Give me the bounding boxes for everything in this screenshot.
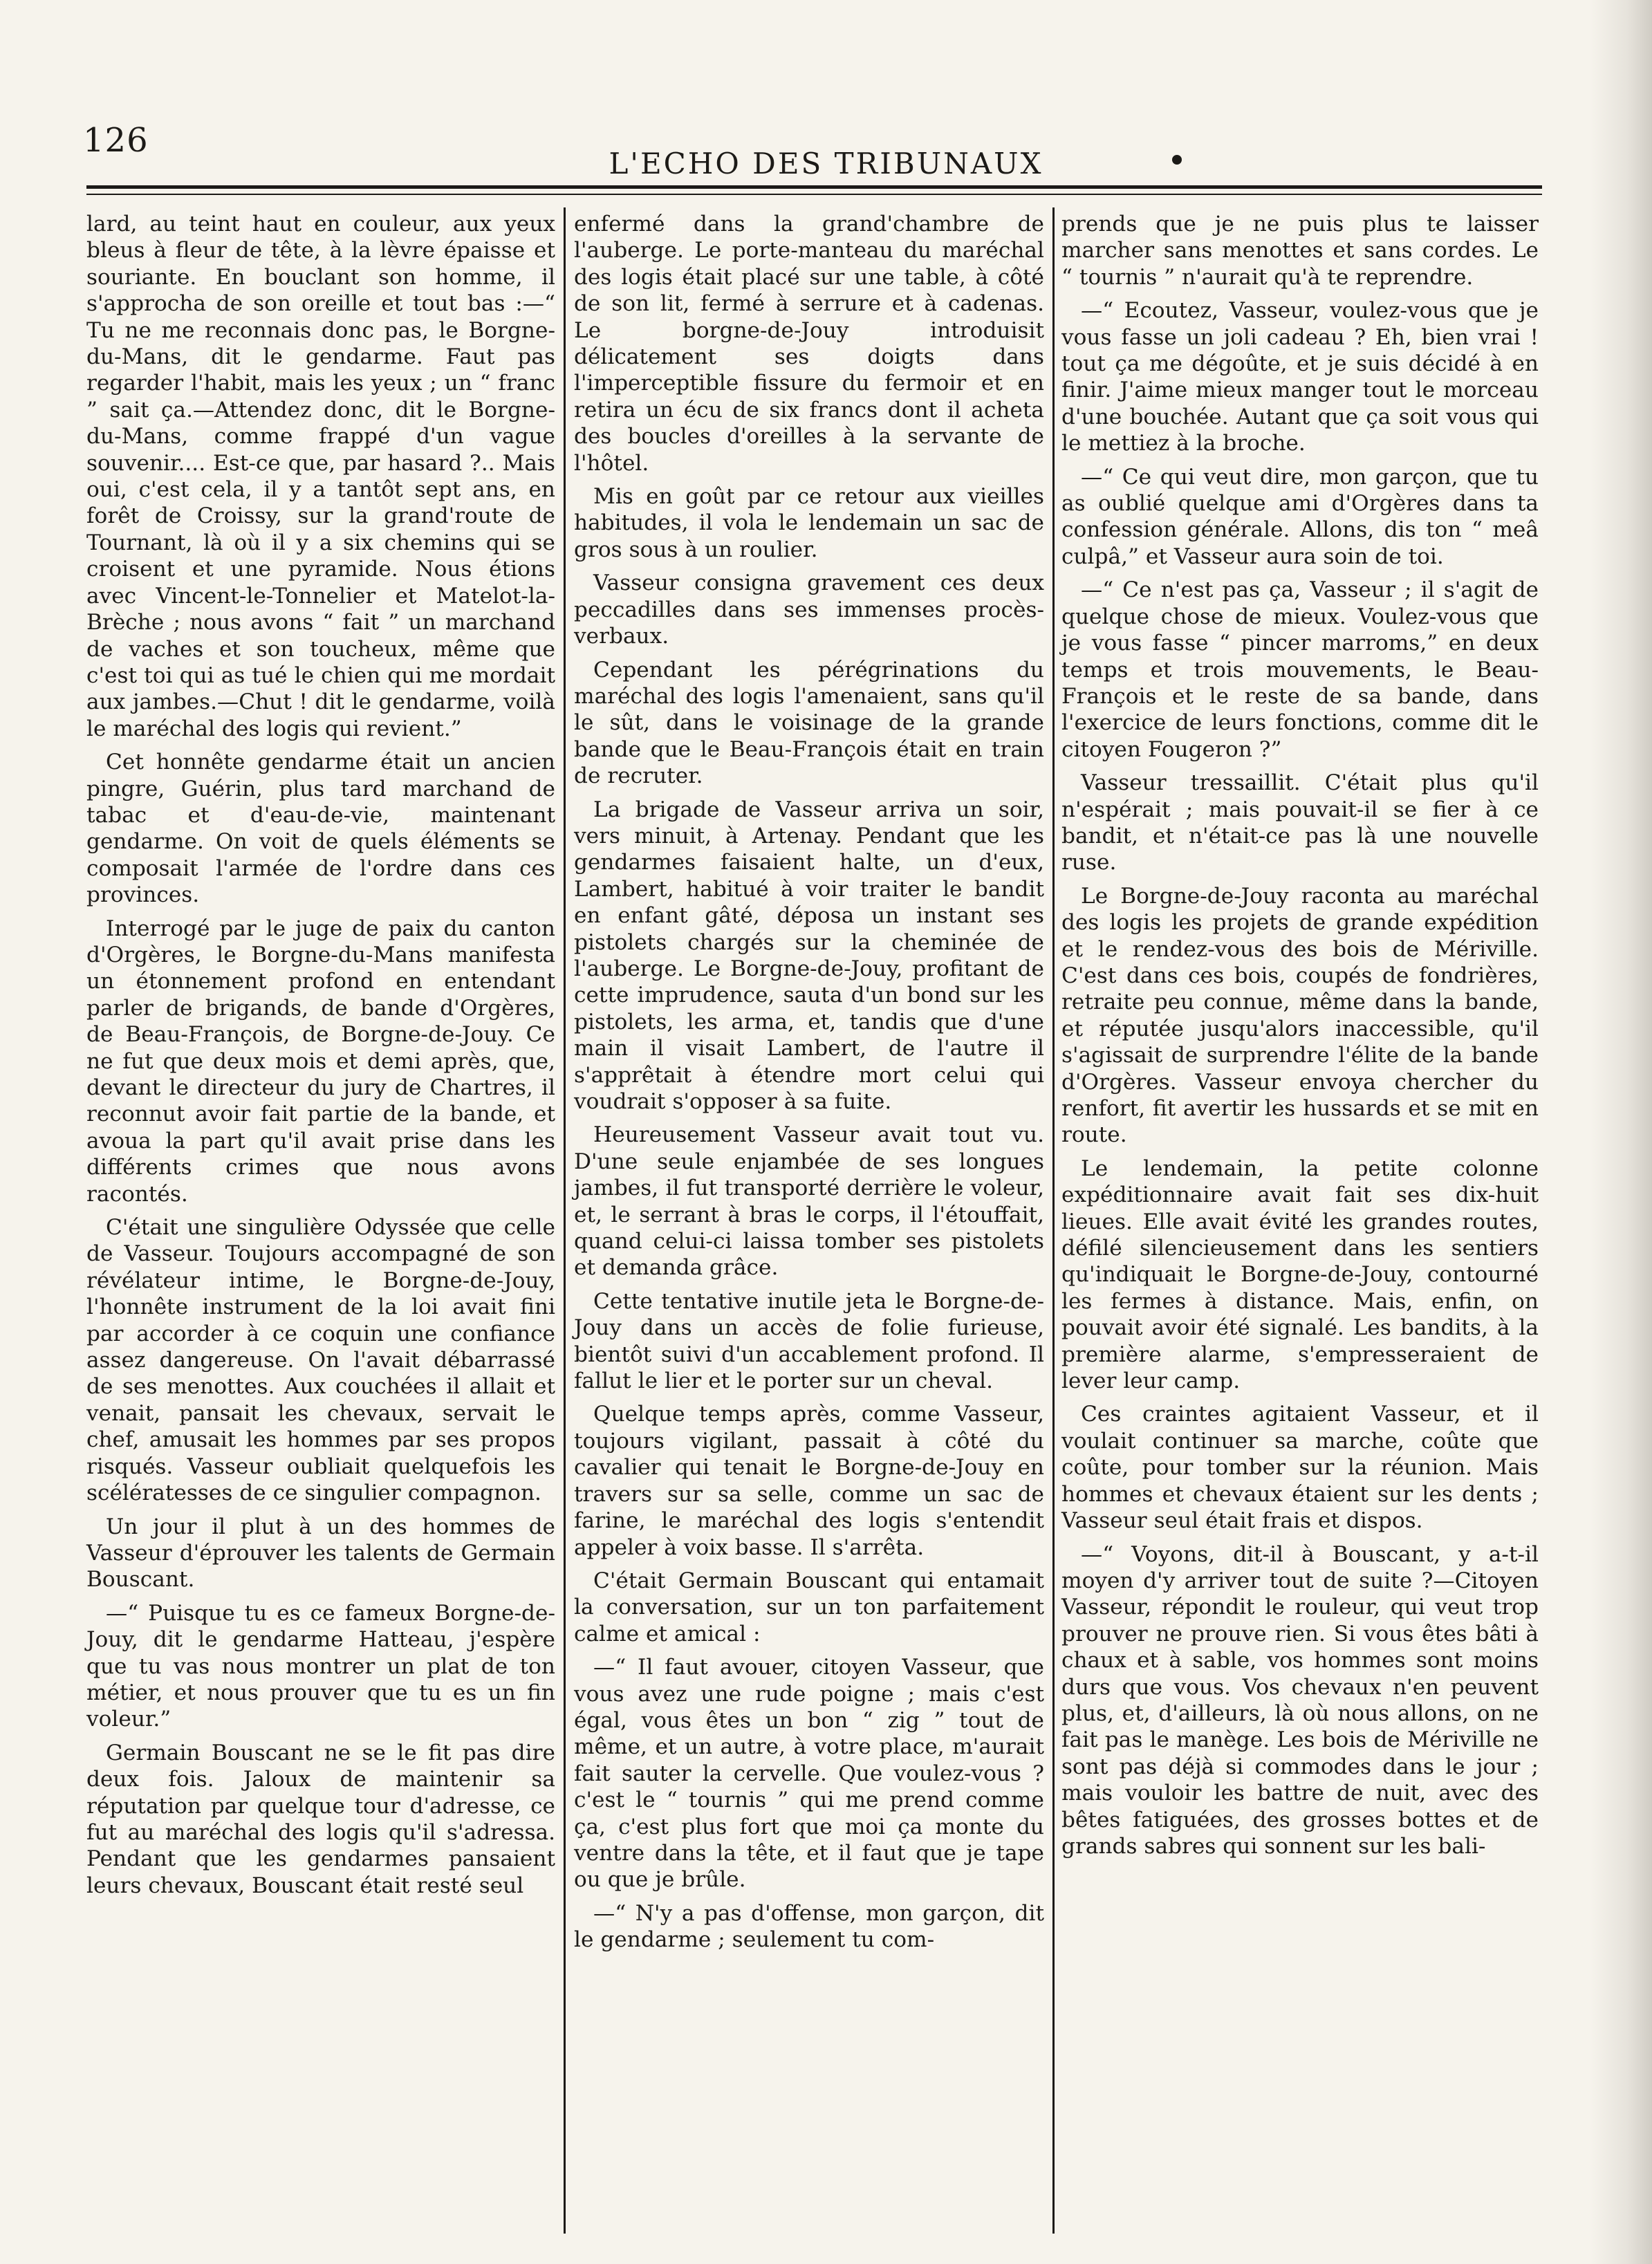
paragraph: Ces craintes agitaient Vasseur, et il voulait continuer sa marche, coûte que coûte, pour tomber sur la réunion. Mais hommes et chevaux étaient sur les dents ; Vasseur seul était frais et dispos. bbox=[1061, 1402, 1539, 1534]
paragraph: Cette tentative inutile jeta le Borgne-de-Jouy dans un accès de folie furieuse, bientôt suivi d'un accablement profond. Il fallut le lier et le porter sur un cheval. bbox=[574, 1288, 1044, 1394]
paragraph: Vasseur consigna gravement ces deux peccadilles dans ses immenses procès-verbaux. bbox=[574, 570, 1044, 649]
paragraph: Vasseur tressaillit. C'était plus qu'il n'espérait ; mais pouvait-il se fier à ce bandit, et n'était-ce pas là une nouvelle ruse. bbox=[1061, 770, 1539, 875]
paragraph: Heureusement Vasseur avait tout vu. D'une seule enjambée de ses longues jambes, il fut transporté derrière le voleur, et, le serrant à bras le corps, il l'étouffait, quand celui-ci laissa tomber ses pistolets et demanda grâce. bbox=[574, 1122, 1044, 1281]
paragraph: Le Borgne-de-Jouy raconta au maréchal des logis les projets de grande expédition et le rendez-vous des bois de Mériville. C'est dans ces bois, coupés de fondrières, retraite peu connue, même dans la bande, et réputée jusqu'alors inaccessible, qu'il s'agissait de surprendre l'élite de la bande d'Orgères. Vasseur envoya chercher du renfort, fit avertir les hussards et se mit en route. bbox=[1061, 883, 1539, 1148]
header-rule-thin bbox=[86, 194, 1542, 195]
paragraph: La brigade de Vasseur arriva un soir, vers minuit, à Artenay. Pendant que les gendarmes faisaient halte, un d'eux, Lambert, habitué à voir traiter le bandit en enfant gâté, déposa un instant ses pistolets chargés sur la cheminée de l'auberge. Le Borgne-de-Jouy, profitant de cette imprudence, sauta d'un bond sur les pistolets, les arma, et, tandis que d'une main il visait Lambert, de l'autre il s'apprêtait à étendre mort celui qui voudrait s'opposer à sa fuite. bbox=[574, 797, 1044, 1114]
paragraph: —“ Voyons, dit-il à Bouscant, y a-t-il moyen d'y arriver tout de suite ?—Citoyen Vasseur, répondit le rouleur, qui veut trop prouver ne prouve rien. Si vous êtes bâti à chaux et à sable, vos hommes sont moins durs que vous. Vos chevaux n'en peuvent plus, et, d'ailleurs, là où nous allons, on ne fait pas le manège. Les bois de Mériville ne sont pas déjà si commodes dans le jour ; mais vouloir les battre de nuit, avec des bêtes fatiguées, des grosses bottes et de grands sabres qui sonnent sur les bali- bbox=[1061, 1541, 1539, 1859]
paragraph: —“ N'y a pas d'offense, mon garçon, dit le gendarme ; seulement tu com- bbox=[574, 1900, 1044, 1953]
paragraph: —“ Il faut avouer, citoyen Vasseur, que vous avez une rude poigne ; mais c'est égal, vous êtes un bon “ zig ” tout de même, et un autre, à votre place, m'aurait fait sauter la cervelle. Que voulez-vous ? c'est le “ tournis ” qui me prend comme ça, c'est plus fort que moi ça monte du ventre dans la tête, et il faut que je tape ou que je brûle. bbox=[574, 1655, 1044, 1893]
paragraph: Germain Bouscant ne se le fit pas dire deux fois. Jaloux de maintenir sa réputation par quelque tour d'adresse, ce fut au maréchal des logis qu'il s'adressa. Pendant que les gendarmes pansaient leurs chevaux, Bouscant était resté seul bbox=[86, 1740, 555, 1898]
column-3 bbox=[1061, 211, 1539, 1866]
paragraph: C'était une singulière Odyssée que celle de Vasseur. Toujours accompagné de son révélateur intime, le Borgne-de-Jouy, l'honnête instrument de la loi avait fini par accorder à ce coquin une confiance assez dangereuse. On l'avait débarrassé de ses menottes. Aux couchées il allait et venait, pansait les chevaux, servait le chef, amusait les hommes par ses propos risqués. Vasseur oubliait quelquefois les scélératesses de ce singulier compagnon. bbox=[86, 1215, 555, 1506]
paragraph: Cet honnête gendarme était un ancien pingre, Guérin, plus tard marchand de tabac et d'eau-de-vie, maintenant gendarme. On voit de quels éléments se composait l'armée de l'ordre dans ces provinces. bbox=[86, 750, 555, 908]
column-2 bbox=[574, 211, 1044, 1960]
paragraph: Un jour il plut à un des hommes de Vasseur d'éprouver les talents de Germain Bouscant. bbox=[86, 1514, 555, 1593]
paragraph: —“ Ecoutez, Vasseur, voulez-vous que je vous fasse un joli cadeau ? Eh, bien vrai ! tout ça me dégoûte, et je suis décidé à en finir. J'aime mieux manger tout le morceau d'une bouchée. Autant que ça soit vous qui le mettiez à la broche. bbox=[1061, 298, 1539, 456]
paragraph: —“ Puisque tu es ce fameux Borgne-de-Jouy, dit le gendarme Hatteau, j'espère que tu vas nous montrer un plat de ton métier, et nous prouver que tu es un fin voleur.” bbox=[86, 1600, 555, 1732]
paragraph: Cependant les pérégrinations du maréchal des logis l'amenaient, sans qu'il le sût, dans le voisinage de la grande bande que le Beau-François était en train de recruter. bbox=[574, 657, 1044, 789]
header-rule bbox=[86, 185, 1542, 189]
paragraph: lard, au teint haut en couleur, aux yeux bleus à fleur de tête, à la lèvre épaisse et souriante. En bouclant son homme, il s'approcha de son oreille et tout bas :—“ Tu ne me reconnais donc pas, le Borgne-du-Mans, dit le gendarme. Faut pas regarder l'habit, mais les yeux ; un “ franc ” sait ça.—Attendez donc, dit le Borgne-du-Mans, comme frappé d'un vague souvenir.... Est-ce que, par hasard ?.. Mais oui, c'est cela, il y a tantôt sept ans, en forêt de Croissy, sur la grand'route de Tournant, là où il y a six chemins qui se croisent et une pyramide. Nous étions avec Vincent-le-Tonnelier et Matelot-la-Brèche ; nous avons “ fait ” un marchand de vaches et son toucheux, même que c'est toi qui as tué le chien qui me mordait aux jambes.—Chut ! dit le gendarme, voilà le maréchal des logis qui revient.” bbox=[86, 212, 555, 741]
running-head: L'ECHO DES TRIBUNAUX bbox=[609, 147, 1043, 180]
paragraph: Quelque temps après, comme Vasseur, toujours vigilant, passait à côté du cavalier qui tenait le Borgne-de-Jouy en travers sur sa selle, comme un sac de farine, le maréchal des logis s'entendit appeler à voix basse. Il s'arrêta. bbox=[574, 1402, 1044, 1560]
paragraph: —“ Ce n'est pas ça, Vasseur ; il s'agit de quelque chose de mieux. Voulez-vous que je vous fasse “ pincer marroms,” en deux temps et trois mouvements, le Beau-François et le reste de sa bande, dans l'exercice de leurs fonctions, comme dit le citoyen Fougeron ?” bbox=[1061, 577, 1539, 762]
paragraph: Le lendemain, la petite colonne expéditionnaire avait fait ses dix-huit lieues. Elle avait évité les grandes routes, défilé silencieusement dans les sentiers qu'indiquait le Borgne-de-Jouy, contourné les fermes à distance. Mais, enfin, on pouvait avoir été signalé. Les bandits, à la première alarme, s'empresseraient de lever leur camp. bbox=[1061, 1156, 1539, 1394]
paragraph: C'était Germain Bouscant qui entamait la conversation, sur un ton parfaitement calme et amical : bbox=[574, 1568, 1044, 1646]
paragraph: Interrogé par le juge de paix du canton d'Orgères, le Borgne-du-Mans manifesta un étonnement profond en entendant parler de brigands, de bande d'Orgères, de Beau-François, de Borgne-de-Jouy. Ce ne fut que deux mois et demi après, que, devant le directeur du jury de Chartres, il reconnut avoir fait partie de la bande, et avoua la part qu'il avait prise dans les différents crimes que nous avons racontés. bbox=[86, 916, 555, 1207]
column-separator bbox=[1052, 207, 1055, 2234]
scan-page-edge bbox=[1590, 0, 1652, 2264]
paragraph: —“ Ce qui veut dire, mon garçon, que tu as oublié quelque ami d'Orgères dans ta confession générale. Allons, dis ton “ meâ culpâ,” et Vasseur aura soin de toi. bbox=[1061, 464, 1539, 569]
column-separator bbox=[564, 207, 566, 2234]
paragraph: prends que je ne puis plus te laisser marcher sans menottes et sans cordes. Le “ tournis ” n'aurait qu'à te reprendre. bbox=[1061, 212, 1539, 290]
paragraph: enfermé dans la grand'chambre de l'auberge. Le porte-manteau du maréchal des logis était placé sur une table, à côté de son lit, fermé à serrure et à cadenas. Le borgne-de-Jouy introduisit délicatement ses doigts dans l'imperceptible fissure du fermoir et en retira un écu de six francs dont il acheta des boucles d'oreilles à la servante de l'hôtel. bbox=[574, 212, 1044, 476]
page-number: 126 bbox=[83, 121, 149, 160]
paragraph: Mis en goût par ce retour aux vieilles habitudes, il vola le lendemain un sac de gros sous à un roulier. bbox=[574, 484, 1044, 562]
column-1 bbox=[86, 211, 555, 1906]
